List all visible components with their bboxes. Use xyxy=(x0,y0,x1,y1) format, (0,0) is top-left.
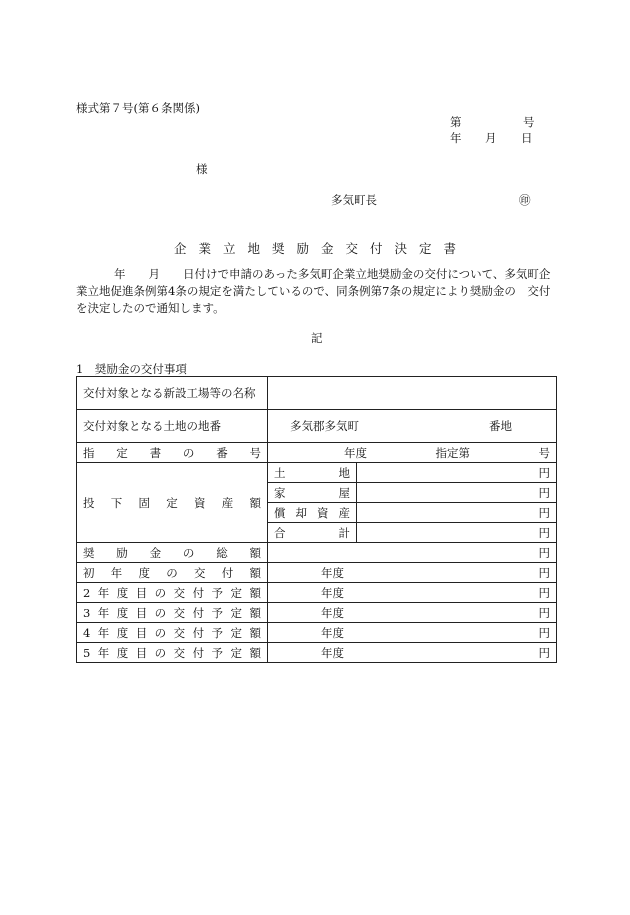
designation-value xyxy=(268,443,557,463)
body-paragraph: 年 月 日付けで申請のあった多気町企業立地奨励金の交付について、多気町企業立地促進条例第4条の規定を満たしているので、同条例第7条の規定により奨励金の 交付を決定したので通知します。 xyxy=(76,267,551,315)
year-unit: 円 xyxy=(538,585,550,600)
document-title: 企業立地奨励金交付決定書 xyxy=(174,241,469,256)
investment-label: 投下固定資産額 xyxy=(77,463,268,543)
land-number-label: 交付対象となる土地の地番 xyxy=(77,410,268,443)
designation-go: 号 xyxy=(538,445,550,460)
year-nendo: 年度 xyxy=(321,645,344,660)
total-unit: 円 xyxy=(268,543,557,563)
table-row xyxy=(77,583,557,603)
number-go: 号 xyxy=(523,115,535,129)
investment-item-label: 土地 xyxy=(268,463,357,483)
issuer-name: 多気町長 xyxy=(331,193,377,207)
year-nendo: 年度 xyxy=(321,625,344,640)
total-label: 奨励金の総額 xyxy=(77,543,268,563)
date-day: 日 xyxy=(521,131,533,145)
investment-item-unit: 円 xyxy=(357,483,557,503)
table-row xyxy=(77,463,557,483)
seal-mark: ㊞ xyxy=(519,193,531,207)
ki-label: 記 xyxy=(311,331,323,345)
table-row xyxy=(77,543,557,563)
section-heading: 1 奨励金の交付事項 xyxy=(76,362,187,376)
investment-item-unit: 円 xyxy=(357,503,557,523)
year-label: 5年度目の交付予定額 xyxy=(77,643,268,663)
year-nendo: 年度 xyxy=(321,585,344,600)
designation-label: 指定書の番号 xyxy=(77,443,268,463)
investment-item-label: 合計 xyxy=(268,523,357,543)
year-value xyxy=(268,623,557,643)
designation-nendo: 年度 xyxy=(344,445,367,460)
land-number-value xyxy=(268,410,557,443)
investment-item-unit: 円 xyxy=(357,463,557,483)
year-label: 初年度の交付額 xyxy=(77,563,268,583)
table-row xyxy=(77,377,557,410)
facility-name-value xyxy=(268,377,557,410)
number-dai: 第 xyxy=(450,115,462,129)
addressee-sama: 様 xyxy=(196,162,208,176)
year-value xyxy=(268,563,557,583)
date-year: 年 xyxy=(450,131,462,145)
year-unit: 円 xyxy=(538,645,550,660)
investment-item-label: 償却資産 xyxy=(268,503,357,523)
facility-name-label: 交付対象となる新設工場等の名称 xyxy=(77,377,268,410)
form-number: 様式第７号(第６条関係) xyxy=(76,101,200,115)
grant-table xyxy=(76,376,557,663)
year-label: 4年度目の交付予定額 xyxy=(77,623,268,643)
table-row xyxy=(77,643,557,663)
year-unit: 円 xyxy=(538,605,550,620)
designation-shitei: 指定第 xyxy=(435,445,470,460)
year-unit: 円 xyxy=(538,625,550,640)
year-nendo: 年度 xyxy=(321,565,344,580)
year-value xyxy=(268,603,557,623)
land-town: 多気郡多気町 xyxy=(290,419,359,433)
table-row xyxy=(77,603,557,623)
table-row xyxy=(77,563,557,583)
year-value xyxy=(268,643,557,663)
year-nendo: 年度 xyxy=(321,605,344,620)
table-row xyxy=(77,623,557,643)
investment-item-unit: 円 xyxy=(357,523,557,543)
investment-item-label: 家屋 xyxy=(268,483,357,503)
year-value xyxy=(268,583,557,603)
land-banchi: 番地 xyxy=(489,419,512,433)
year-unit: 円 xyxy=(538,565,550,580)
year-label: 3年度目の交付予定額 xyxy=(77,603,268,623)
table-row xyxy=(77,443,557,463)
year-label: 2年度目の交付予定額 xyxy=(77,583,268,603)
date-month: 月 xyxy=(485,131,497,145)
table-row xyxy=(77,410,557,443)
